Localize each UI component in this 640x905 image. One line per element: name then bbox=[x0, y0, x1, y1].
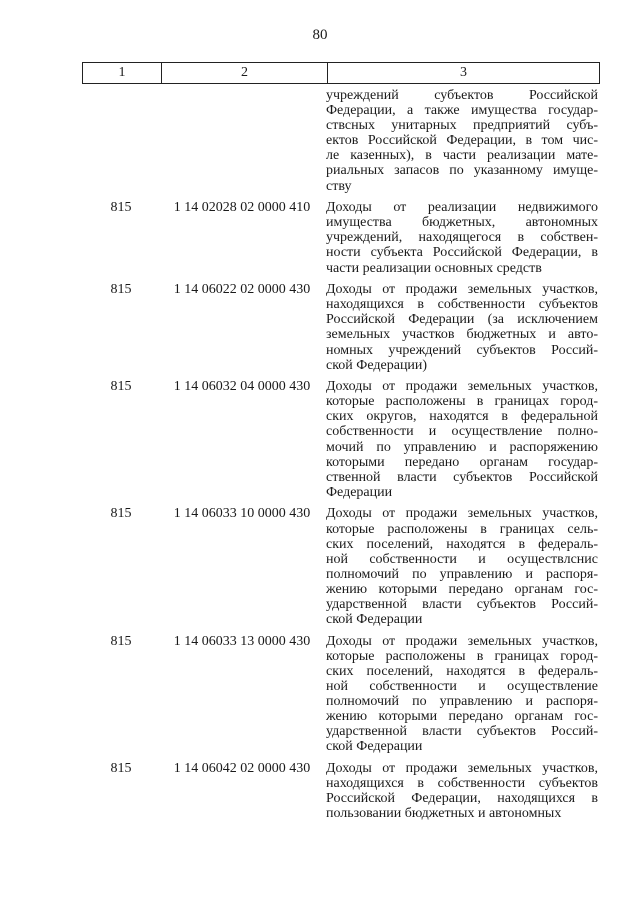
description-line: Федерации, а также имущества государ- bbox=[326, 103, 598, 119]
description-line: которыми передано органам государ- bbox=[326, 454, 598, 470]
table-row bbox=[0, 506, 640, 627]
table-header-row bbox=[82, 62, 600, 84]
admin-code-cell: 815 bbox=[110, 379, 132, 395]
table-row bbox=[0, 634, 640, 755]
description-line: учреждений субъектов Российской bbox=[326, 88, 598, 103]
description-line: ской Федерации bbox=[326, 739, 423, 755]
description-line: которые расположены в границах город- bbox=[326, 648, 598, 664]
description-cell bbox=[326, 88, 598, 194]
description-line: собственности и осуществление полно- bbox=[326, 424, 598, 440]
description-line: ской Федерации bbox=[326, 612, 423, 628]
description-line: учреждений, находящегося в собствен- bbox=[326, 230, 598, 246]
description-line: ской Федерации) bbox=[326, 357, 428, 373]
budget-classification-code-cell: 1 14 06022 02 0000 430 bbox=[173, 282, 311, 298]
description-cell bbox=[326, 506, 598, 627]
description-line: ности субъекта Российской Федерации, в bbox=[326, 245, 598, 261]
description-line: части реализации основных средств bbox=[326, 260, 542, 276]
description-line: полномочий по управлению и распоря- bbox=[326, 694, 598, 710]
budget-classification-code-cell: 1 14 06042 02 0000 430 bbox=[173, 760, 311, 776]
table-row bbox=[0, 88, 640, 194]
description-cell bbox=[326, 200, 598, 275]
description-cell bbox=[326, 634, 598, 755]
table-row bbox=[0, 282, 640, 373]
description-line: ствсных унитарных предприятий субъ- bbox=[326, 118, 598, 134]
description-line: которые расположены в границах город- bbox=[326, 394, 598, 410]
description-line: имущества бюджетных, автономных bbox=[326, 215, 598, 231]
description-line: ле казенных), в части реализации мате- bbox=[326, 148, 598, 164]
description-line: ектов Российской Федерации, в том чис- bbox=[326, 133, 598, 149]
description-line: Доходы от продажи земельных участков, bbox=[326, 760, 598, 776]
description-line: которые расположены в границах сель- bbox=[326, 521, 598, 537]
description-line: ству bbox=[326, 178, 352, 194]
table-row bbox=[0, 200, 640, 275]
description-line: Доходы от продажи земельных участков, bbox=[326, 379, 598, 395]
description-line: ной собственности и осуществлснис bbox=[326, 551, 598, 567]
budget-classification-code-cell: 1 14 06033 10 0000 430 bbox=[173, 506, 311, 522]
description-line: номных учреждений субъектов Россий- bbox=[326, 342, 598, 358]
table-row bbox=[0, 761, 640, 821]
description-line: ударственной власти субъектов Россий- bbox=[326, 597, 598, 612]
budget-classification-code-cell: 1 14 06032 04 0000 430 bbox=[173, 379, 311, 395]
table-header-col-2: 2 bbox=[161, 63, 327, 83]
description-line: земельных участков бюджетных и авто- bbox=[326, 327, 598, 343]
description-line: Федерации bbox=[326, 484, 393, 500]
description-line: Российской Федерации, находящихся в bbox=[326, 791, 598, 807]
description-line: риальных запасов по указанному имуще- bbox=[326, 163, 598, 179]
budget-classification-code-cell: 1 14 02028 02 0000 410 bbox=[173, 200, 311, 216]
description-line: жению которыми передано органам гос- bbox=[326, 581, 598, 597]
description-line: ударственной власти субъектов Россий- bbox=[326, 724, 598, 740]
description-line: пользовании бюджетных и автономных bbox=[326, 806, 562, 822]
description-line: жению которыми передано органам гос- bbox=[326, 709, 598, 725]
admin-code-cell: 815 bbox=[110, 506, 132, 522]
admin-code-cell: 815 bbox=[110, 200, 132, 216]
description-line: находящихся в собственности субъектов bbox=[326, 776, 598, 792]
description-line: находящихся в собственности субъектов bbox=[326, 297, 598, 313]
description-line: Доходы от продажи земельных участков, bbox=[326, 282, 598, 298]
description-line: Доходы от продажи земельных участков, bbox=[326, 633, 598, 649]
table-header-col-3: 3 bbox=[327, 63, 599, 83]
table-header-col-1: 1 bbox=[118, 65, 126, 80]
admin-code-cell: 815 bbox=[110, 282, 132, 298]
description-cell bbox=[326, 282, 598, 373]
description-line: Российской Федерации (за исключением bbox=[326, 312, 598, 328]
table-body bbox=[0, 88, 640, 821]
description-line: ских поселений, находятся в федераль- bbox=[326, 663, 598, 679]
description-line: ной собственности и осуществление bbox=[326, 678, 598, 694]
admin-code-cell: 815 bbox=[110, 760, 132, 776]
description-line: ских поселений, находятся в федераль- bbox=[326, 536, 598, 552]
description-line: Доходы от продажи земельных участков, bbox=[326, 506, 598, 522]
description-line: Доходы от реализации недвижимого bbox=[326, 200, 598, 216]
budget-classification-code-cell: 1 14 06033 13 0000 430 bbox=[173, 633, 311, 649]
description-line: полномочий по управлению и распоря- bbox=[326, 566, 598, 582]
description-line: ственной власти субъектов Российской bbox=[326, 469, 598, 485]
description-cell bbox=[326, 379, 598, 500]
description-line: ских округов, находятся в федеральной bbox=[326, 409, 598, 425]
page-number: 80 bbox=[312, 27, 328, 43]
admin-code-cell: 815 bbox=[110, 633, 132, 649]
table-row bbox=[0, 379, 640, 500]
description-cell bbox=[326, 761, 598, 821]
description-line: мочий по управлению и распоряжению bbox=[326, 439, 598, 455]
